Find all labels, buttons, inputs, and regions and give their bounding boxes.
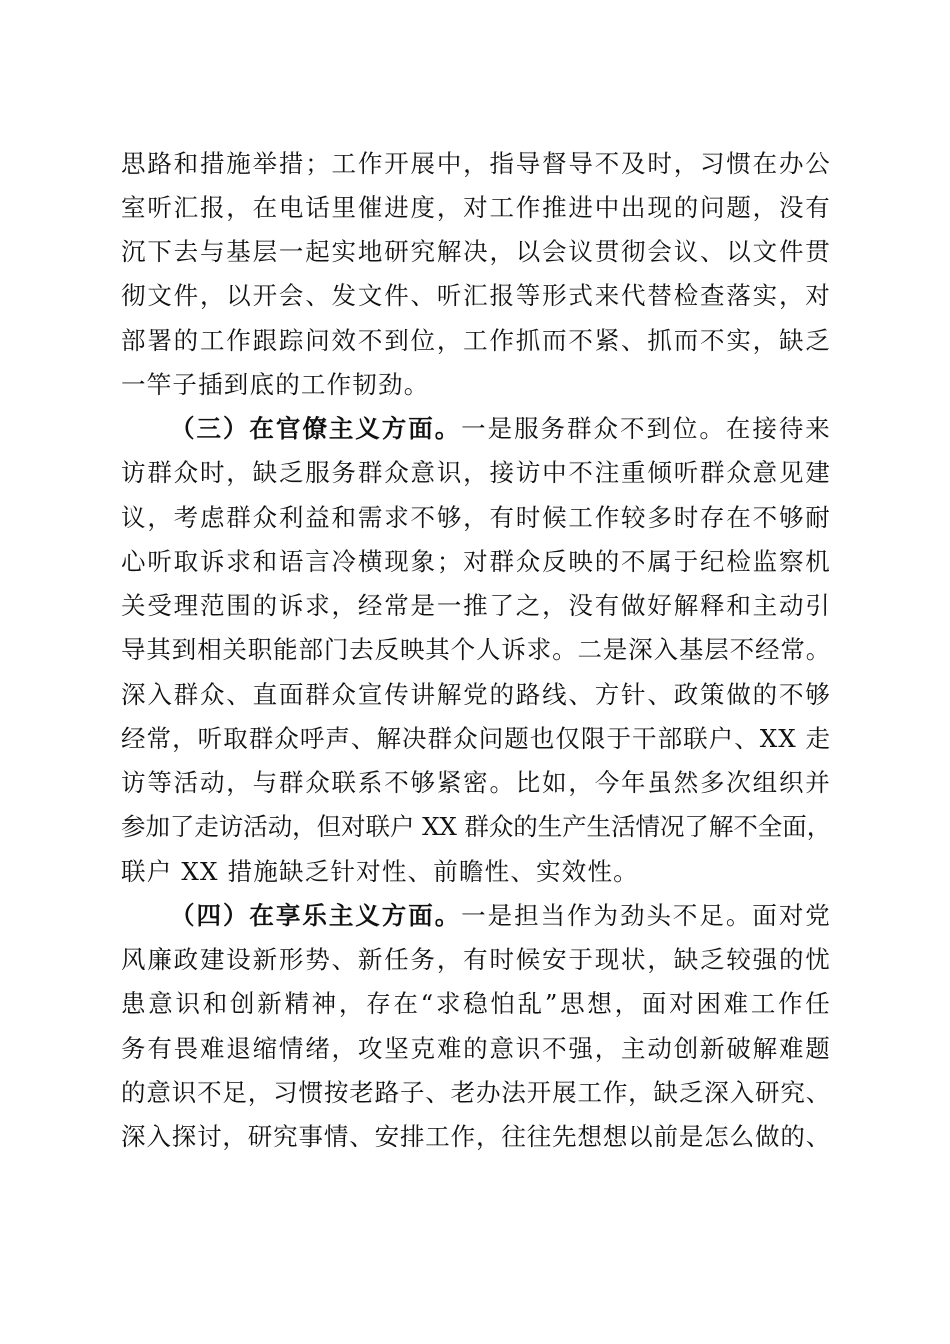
text-line: 心听取诉求和语言冷横现象；对群众反映的不属于纪检监察机 (121, 547, 831, 576)
text-line: 风廉政建设新形势、新任务，有时候安于现状，缺乏较强的忧 (121, 945, 831, 974)
section-four-first-line (170, 896, 831, 936)
text-line: 参加了走访活动，但对联户 XX 群众的生产生活情况了解不全面， (121, 812, 831, 841)
text-line: 彻文件，以开会、发文件、听汇报等形式来代替检查落实，对 (121, 281, 831, 310)
text-line: 思路和措施举措；工作开展中，指导督导不及时，习惯在办公 (121, 149, 831, 178)
section-three-first-line (170, 409, 831, 449)
text-line: 部署的工作跟踪问效不到位，工作抓而不紧、抓而不实，缺乏 (121, 326, 831, 355)
text-line: 沉下去与基层一起实地研究解决，以会议贯彻会议、以文件贯 (121, 237, 831, 266)
section-heading-bureaucratism: （三）在官僚主义方面。 (170, 414, 462, 443)
text-line: 导其到相关职能部门去反映其个人诉求。二是深入基层不经常。 (121, 635, 831, 664)
text-line: 室听汇报，在电话里催进度，对工作推进中出现的问题，没有 (121, 193, 831, 222)
text-line: 一竿子插到底的工作韧劲。 (121, 370, 430, 399)
text-line: 患意识和创新精神，存在“求稳怕乱”思想，面对困难工作任 (121, 989, 831, 1018)
text-line: 议，考虑群众利益和需求不够，有时候工作较多时存在不够耐 (121, 503, 831, 532)
text-line: 关受理范围的诉求，经常是一推了之，没有做好解释和主动引 (121, 591, 831, 620)
section-heading-hedonism: （四）在享乐主义方面。 (170, 901, 462, 930)
text-line: 深入探讨，研究事情、安排工作，往往先想想以前是怎么做的、 (121, 1122, 831, 1151)
text-line: 联户 XX 措施缺乏针对性、前瞻性、实效性。 (121, 857, 639, 886)
text-line: 的意识不足，习惯按老路子、老办法开展工作，缺乏深入研究、 (121, 1078, 831, 1107)
text-line: 访等活动，与群众联系不够紧密。比如，今年虽然多次组织并 (121, 768, 831, 797)
text-line: 务有畏难退缩情绪，攻坚克难的意识不强，主动创新破解难题 (121, 1034, 831, 1063)
text-run: 一是担当作为劲头不足。面对党 (461, 901, 831, 930)
text-line: 访群众时，缺乏服务群众意识，接访中不注重倾听群众意见建 (121, 458, 831, 487)
text-run: 一是服务群众不到位。在接待来 (461, 414, 831, 443)
text-line: 深入群众、直面群众宣传讲解党的路线、方针、政策做的不够 (121, 680, 831, 709)
text-line: 经常，听取群众呼声、解决群众问题也仅限于干部联户、XX 走 (121, 724, 831, 753)
